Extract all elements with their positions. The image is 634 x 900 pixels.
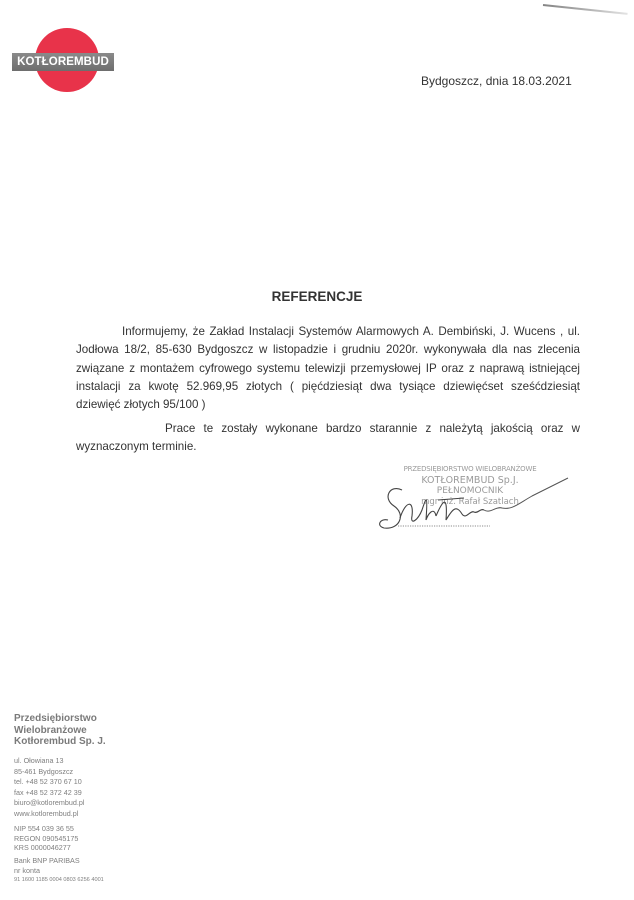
- document-title: REFERENCJE: [271, 289, 363, 304]
- footer-account-number: 91 1600 1185 0004 0803 6256 4001: [14, 876, 104, 883]
- footer-bank: [14, 856, 104, 885]
- stamp-line-company-type: PRZEDSIĘBIORSTWO WIELOBRANŻOWE: [403, 465, 537, 473]
- footer-company-line: Wielobranżowe: [14, 724, 87, 736]
- company-logo: [8, 28, 118, 92]
- footer-phone: tel. +48 52 370 67 10: [14, 777, 82, 787]
- footer-fax: fax +48 52 372 42 39: [14, 787, 82, 797]
- footer-email: biuro@kotlorembud.pl: [14, 798, 85, 808]
- footer-krs: KRS 0000046277: [14, 843, 71, 852]
- footer-regon: REGON 090545175: [14, 833, 79, 843]
- footer-bank-name: Bank BNP PARIBAS: [14, 856, 80, 865]
- stamp-line-role: PEŁNOMOCNIK: [436, 486, 504, 496]
- footer-postal-city: 85-461 Bydgoszcz: [14, 766, 74, 776]
- footer-company-line: Przedsiębiorstwo: [14, 713, 97, 724]
- scan-artifact-line: [543, 4, 628, 15]
- footer-registry: [14, 824, 78, 853]
- logo-text: KOTŁOREMBUD: [17, 56, 109, 68]
- footer-street: ul. Ołowiana 13: [14, 756, 64, 765]
- footer-contact: [14, 756, 84, 820]
- stamp-line-person: mgr inż. Rafał Szatlach: [421, 497, 519, 507]
- place-and-date: Bydgoszcz, dnia 18.03.2021: [421, 74, 572, 88]
- stamp-line-company-name: KOTŁOREMBUD Sp.J.: [421, 475, 519, 486]
- footer-company-name: [14, 713, 106, 748]
- footer-account-label: nr konta: [14, 865, 40, 875]
- footer-company-line: Kotłorembud Sp. J.: [14, 736, 106, 747]
- handwritten-signature: [372, 470, 572, 540]
- body-paragraph-2: Prace te zostały wykonane bardzo starannie z należytą jakością oraz w wyznaczonym terminie.: [76, 422, 580, 454]
- footer-website: www.kotlorembud.pl: [14, 808, 79, 818]
- body-paragraph-1: Informujemy, że Zakład Instalacji Systemów Alarmowych A. Dembiński, J. Wucens , ul. Jodłowa 18/2, 85-630 Bydgoszcz w listopadzie i grudniu 2020r. wykonywała dla nas zlecenia związane z montażem cyfrowego systemu telewizji przemysłowej IP oraz z naprawą istniejącej instalacji za kwotę 52.969,95 złotych ( pięćdziesiąt dwa tysiące dziewięćset sześćdziesiąt dziewięć złotych 95/100 ): [76, 325, 580, 412]
- footer-nip: NIP 554 039 36 55: [14, 824, 74, 833]
